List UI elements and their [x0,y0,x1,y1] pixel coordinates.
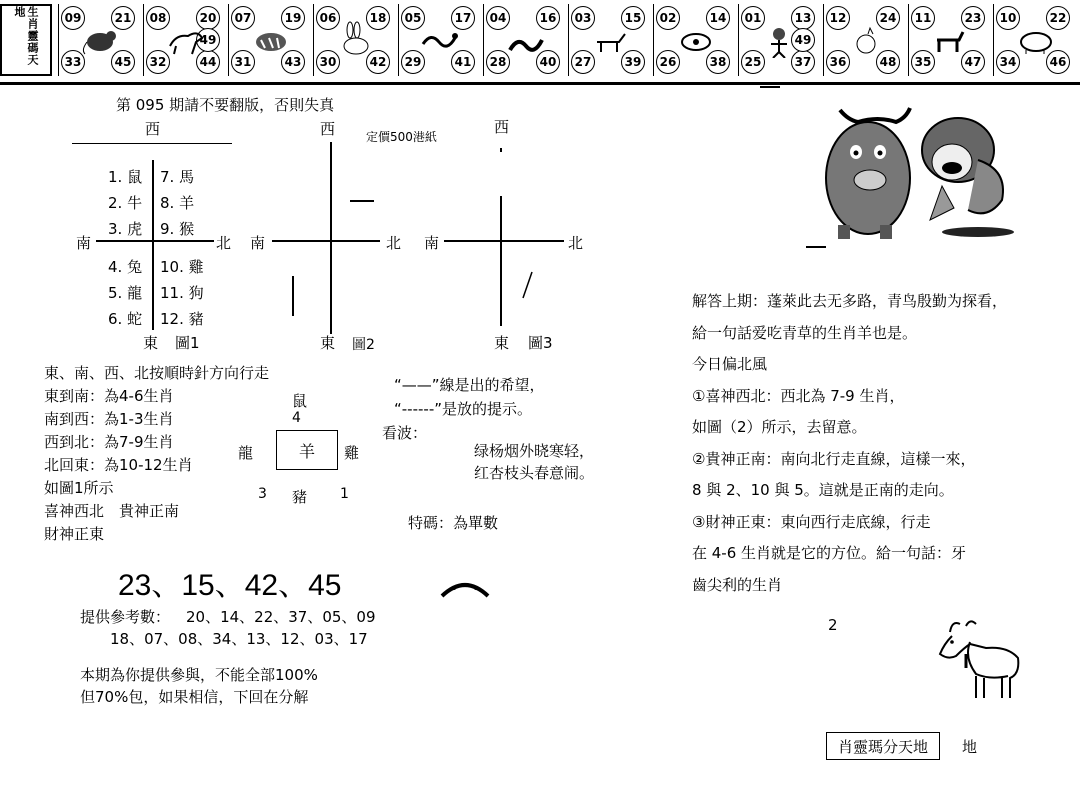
rule-line: 南到西：為1-3生肖 [44,410,174,428]
cross-right: 雞 [344,444,360,462]
zodiac-cell [228,4,311,76]
cross-center-box: 羊 [276,430,338,470]
zodiac-cell [313,4,396,76]
fig3-hint-slash [520,270,534,300]
special-code: 特碼：為單數 [408,514,499,532]
answer-number: 2 [828,616,838,634]
zodiac-cell [568,4,651,76]
fig2-vertical-axis [330,142,332,334]
ref-numbers-line-2: 18、07、08、34、13、12、03、17 [110,630,368,648]
fig1-east: 東 [143,334,159,352]
zodiac-list-item: 2. 牛 [108,194,143,212]
cross-left: 龍 [238,444,254,462]
rule-line: 財神正東 [44,525,105,543]
zodiac-number-badge: 45 [111,50,135,74]
zodiac-number-badge: 46 [1046,50,1070,74]
answer-line: 8 與 2、10 與 5。這就是正南的走向。 [692,481,954,499]
rabbit-icon [336,20,374,58]
snake-icon [506,20,544,58]
zodiac-list-item: 8. 羊 [160,194,195,212]
fig2-hope-line [350,200,374,202]
cross-bottom-left: 3 [258,486,267,502]
answer-line: 齒尖利的生肖 [692,575,783,594]
fig3-west: 西 [494,118,510,136]
dragon-icon [421,20,459,58]
rule-line: 西到北：為7-9生肖 [44,433,174,451]
zodiac-number-badge: 11 [911,6,935,30]
zodiac-number-badge: 39 [621,50,645,74]
zodiac-number-badge: 44 [196,50,220,74]
fig1-west: 西 [145,120,161,138]
fig2-east: 東 [320,334,336,352]
zodiac-cell [738,4,821,76]
zodiac-number-badge: 02 [656,6,680,30]
zodiac-cell [483,4,566,76]
monkey-icon [761,20,799,58]
fig1-south: 南 [76,234,92,252]
zodiac-list-item: 11. 狗 [160,284,204,302]
answer-line: ③財神正東：東向西行走底線，行走 [692,512,931,531]
zodiac-number-badge: 23 [961,6,985,30]
fig3-south: 南 [424,234,440,252]
answer-line: ①喜神西北：西北為 7-9 生肖， [692,386,905,405]
zodiac-number-badge: 40 [536,50,560,74]
zodiac-list-item: 6. 蛇 [108,310,143,328]
zodiac-list-item: 10. 雞 [160,258,204,276]
zodiac-cell [143,4,226,76]
zodiac-list-item: 7. 馬 [160,168,195,186]
zodiac-list-item: 9. 猴 [160,220,195,238]
zodiac-number-badge: 07 [231,6,255,30]
ground-dash [806,246,826,248]
zodiac-number-badge: 27 [571,50,595,74]
zodiac-number-badge: 14 [706,6,730,30]
answer-line: 如圖（2）所示，去留意。 [692,418,867,436]
brand-tail: 地 [962,738,978,756]
issue-line: 第 095 期請不要翻版，否則失真 [116,96,335,114]
tiger-icon [251,20,289,58]
fig1-top-line [72,143,232,144]
corner-title: 生肖靈碼天地 [0,4,52,76]
fig3-north: 北 [568,234,584,252]
fig2-caption: 圖2 [352,337,375,353]
goat-icon [930,618,1026,704]
zodiac-number-badge: 22 [1046,6,1070,30]
zodiac-number-badge: 33 [61,50,85,74]
rule-line: 喜神西北 貴神正南 [44,502,180,520]
zodiac-extra-number: 49 [791,28,815,52]
zodiac-number-badge: 26 [656,50,680,74]
zodiac-list-item: 12. 豬 [160,310,204,328]
fig1-horizontal-axis [96,240,214,242]
zodiac-list-item: 5. 龍 [108,284,143,302]
answer-line: 今日偏北風 [692,355,768,373]
zodiac-cell [908,4,991,76]
zodiac-number-badge: 38 [706,50,730,74]
fig2-hope-line-vertical [292,276,294,316]
pig-icon [1016,20,1054,58]
zodiac-number-badge: 37 [791,50,815,74]
brand-box: 肖靈瑪分天地 [826,732,940,760]
cartoon-animals-illustration [818,100,1018,250]
cross-bottom-right: 1 [340,486,349,502]
zodiac-cell [398,4,481,76]
zodiac-number-badge: 47 [961,50,985,74]
zodiac-number-badge: 30 [316,50,340,74]
fig1-north: 北 [216,234,232,252]
rooster-icon [846,20,884,58]
rule-line: 東到南：為4-6生肖 [44,387,174,405]
legend-solid: “——”線是出的希望， [394,376,545,394]
main-numbers: 23、15、42、45 [118,569,342,602]
rule-line: 東、南、西、北按順時針方向行走 [44,364,270,382]
zodiac-number-badge: 13 [791,6,815,30]
fig2-horizontal-axis [272,240,380,242]
zodiac-number-badge: 34 [996,50,1020,74]
fig1-vertical-axis [152,160,154,330]
poem-line-1: 绿杨烟外晓寒轻， [474,442,595,460]
horse-icon [591,20,629,58]
ref-label: 提供參考數： [80,608,171,626]
legend-dashed: “------”是放的提示。 [394,400,533,418]
zodiac-number-badge: 21 [111,6,135,30]
zodiac-number-badge: 08 [146,6,170,30]
rule-line: 北回東：為10-12生肖 [44,456,193,474]
fig1-caption: 圖1 [175,334,200,352]
zodiac-number-badge: 36 [826,50,850,74]
fig2-west: 西 [320,120,336,138]
zodiac-list-item: 4. 兔 [108,258,143,276]
zodiac-number-badge: 10 [996,6,1020,30]
zodiac-number-badge: 06 [316,6,340,30]
goat-icon [676,20,714,58]
zodiac-number-badge: 35 [911,50,935,74]
zodiac-number-badge: 25 [741,50,765,74]
zodiac-number-badge: 19 [281,6,305,30]
zodiac-number-badge: 18 [366,6,390,30]
zodiac-number-badge: 09 [61,6,85,30]
zodiac-number-badge: 05 [401,6,425,30]
zodiac-list-item: 1. 鼠 [108,168,143,186]
zodiac-number-badge: 29 [401,50,425,74]
zodiac-header-strip [0,0,1080,85]
zodiac-cell [993,4,1076,76]
answer-line: 在 4-6 生肖就是它的方位。給一句話：牙 [692,544,967,562]
decor-dash [760,86,780,88]
rat-icon [81,20,119,58]
zodiac-number-badge: 32 [146,50,170,74]
mound-icon [438,576,492,598]
fig2-south: 南 [250,234,266,252]
footer-line-1: 本期為你提供參與，不能全部100% [80,666,318,684]
zodiac-number-badge: 28 [486,50,510,74]
dog-icon [931,20,969,58]
bull-cartoon-icon [826,108,910,239]
fig3-east: 東 [494,334,510,352]
zodiac-number-badge: 17 [451,6,475,30]
zodiac-cell [653,4,736,76]
zodiac-number-badge: 01 [741,6,765,30]
zodiac-number-badge: 12 [826,6,850,30]
zodiac-number-badge: 04 [486,6,510,30]
zodiac-number-badge: 15 [621,6,645,30]
zodiac-number-badge: 16 [536,6,560,30]
legend-kanbo: 看波： [382,424,428,442]
cross-top: 鼠 [292,392,308,410]
zodiac-cell [823,4,906,76]
zodiac-number-badge: 43 [281,50,305,74]
cross-bottom: 豬 [292,488,308,506]
cross-top-num: 4 [292,410,301,426]
price-label: 定價500港紙 [366,130,437,144]
rule-line: 如圖1所示 [44,479,114,497]
zodiac-extra-number: 49 [196,28,220,52]
footer-line-2: 但70%包，如果相信，下回在分解 [80,688,309,706]
zodiac-list-item: 3. 虎 [108,220,143,238]
zodiac-number-badge: 03 [571,6,595,30]
monkey-cartoon-icon [922,118,1014,237]
zodiac-number-badge: 24 [876,6,900,30]
zodiac-number-badge: 20 [196,6,220,30]
ox-icon [166,20,204,58]
fig3-vertical-axis [500,196,502,326]
answer-line: ②貴神正南：南向北行走直線，這樣一來， [692,449,976,468]
answer-line: 給一句話爱吃青草的生肖羊也是。 [692,323,918,342]
zodiac-number-badge: 31 [231,50,255,74]
answer-line: 解答上期：蓬萊此去无多路，青鸟殷勤为探看， [692,292,1008,310]
zodiac-cell [58,4,141,76]
fig2-north: 北 [386,234,402,252]
fig3-dash-top [500,148,502,152]
zodiac-number-badge: 41 [451,50,475,74]
poem-line-2: 红杏枝头春意闹。 [474,464,595,482]
zodiac-number-badge: 42 [366,50,390,74]
zodiac-number-badge: 48 [876,50,900,74]
fig3-horizontal-axis [444,240,564,242]
ref-numbers-line-1: 20、14、22、37、05、09 [186,608,376,626]
fig3-caption: 圖3 [528,334,553,352]
